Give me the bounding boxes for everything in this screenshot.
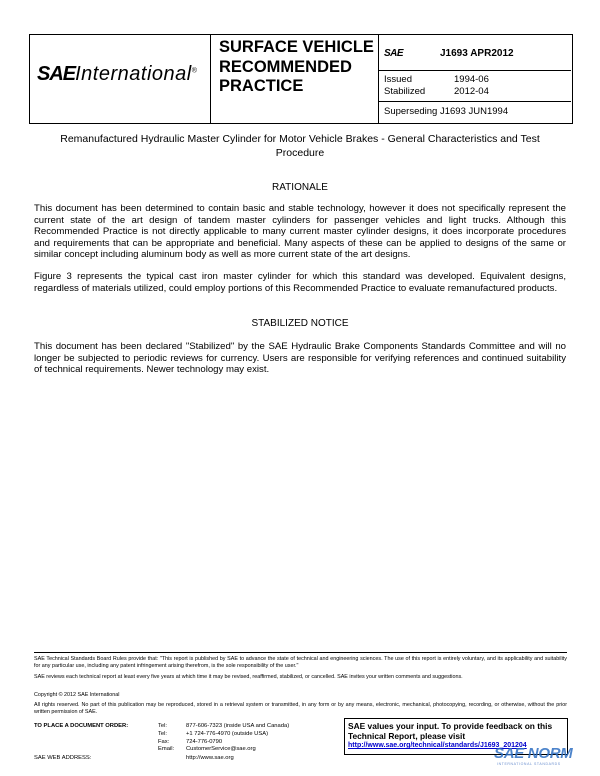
feedback-link[interactable]: http://www.sae.org/technical/standards/J1693_201204 (348, 742, 527, 749)
rationale-paragraph-1: This document has been determined to contain basic and stable technology, however it does not specifically represent the current state of the art design of tandem master cylinders for passenger vehicles and light trucks. Although this Recommended Practice is not directly applicable to many current master cylinder designs, it does incorporate procedures and requirements that can be appropriate and beneficial. Many aspects of these can be applied to designs of the same or similar concept including aluminum body as well as more current state of the art designs. (34, 203, 566, 261)
tel-label: Tel: (158, 723, 168, 729)
email-link[interactable]: CustomerService@sae.org (186, 746, 256, 753)
review-note: SAE reviews each technical report at least every five years at which time it may be revised, reaffirmed, stabilized, or cancelled. SAE invites your written comments and suggestions. (34, 674, 463, 680)
web-address-link[interactable]: http://www.sae.org (186, 755, 234, 761)
stabilized-notice-heading: STABILIZED NOTICE (251, 318, 349, 329)
header-divider (210, 35, 211, 123)
date-block (384, 74, 489, 98)
sae-international-logo (37, 63, 197, 86)
standards-board-rules: SAE Technical Standards Board Rules provide that: "This report is published by SAE to advance the state of technical and engineering sciences. The use of this report is entirely voluntary, and its applicability and suitability for any particular use, including any patent infringement arising therefrom, is the sole responsibility of the user." (34, 656, 567, 669)
document-type: SURFACE VEHICLE RECOMMENDED PRACTICE (219, 38, 374, 95)
issued-label: Issued (384, 74, 412, 85)
logo-trademark: ® (191, 67, 197, 75)
feedback-text: SAE values your input. To provide feedback on this Technical Report, please visit (348, 721, 553, 742)
tel-value: 877-606-7323 (inside USA and Canada) (186, 723, 290, 729)
copyright: Copyright © 2012 SAE International (34, 692, 120, 698)
issued-value: 1994-06 (454, 74, 489, 85)
stabilized-label: Stabilized (384, 86, 426, 97)
web-address-label: SAE WEB ADDRESS: (34, 755, 92, 761)
header-divider (378, 35, 379, 123)
superseding-note: Superseding J1693 JUN1994 (384, 106, 509, 117)
watermark-subtext: INTERNATIONAL STANDARDS (497, 762, 561, 766)
rationale-paragraph-2: Figure 3 represents the typical cast iron master cylinder for which this standard was developed. Equivalent designs, regardless of materials utilized, could employ portions of this Recommended Practice to evaluate remanufactured products. (34, 271, 566, 294)
header-divider (379, 70, 571, 71)
watermark-logo: SAE NORM (494, 745, 573, 762)
fax-value: 724-776-0790 (186, 738, 223, 745)
tel2-value: +1 724-776-4970 (outside USA) (186, 730, 269, 737)
fax-label: Fax: (158, 738, 170, 745)
stabilized-value: 2012-04 (454, 86, 489, 97)
order-label: TO PLACE A DOCUMENT ORDER: (34, 723, 129, 729)
email-label: Email: (158, 746, 175, 753)
document-title: Remanufactured Hydraulic Master Cylinder for Motor Vehicle Brakes - General Characteristics and Test Procedure (60, 133, 540, 159)
rationale-heading: RATIONALE (272, 182, 328, 193)
rights-reserved: All rights reserved. No part of this publication may be reproduced, stored in a retrieval system or transmitted, in any form or by any means, electronic, mechanical, photocopying, recording, or otherwise, without the prior written permission of SAE. (34, 702, 567, 715)
logo-sae-text: SAE (37, 63, 76, 85)
footer-rule (34, 652, 567, 653)
logo-international-text: International (75, 63, 192, 85)
tel2-label: Tel: (158, 730, 168, 737)
header-divider (379, 101, 571, 102)
document-number: J1693 APR2012 (440, 48, 514, 59)
contact-block (158, 723, 289, 754)
stabilized-notice-paragraph: This document has been declared "Stabilized" by the SAE Hydraulic Brake Components Standards Committee and will no longer be subjected to periodic reviews for currency. Users are responsible for verifying references and continued suitability of technical requirements. Newer technology may exist. (34, 341, 566, 376)
sae-small-logo: SAE (384, 48, 404, 59)
